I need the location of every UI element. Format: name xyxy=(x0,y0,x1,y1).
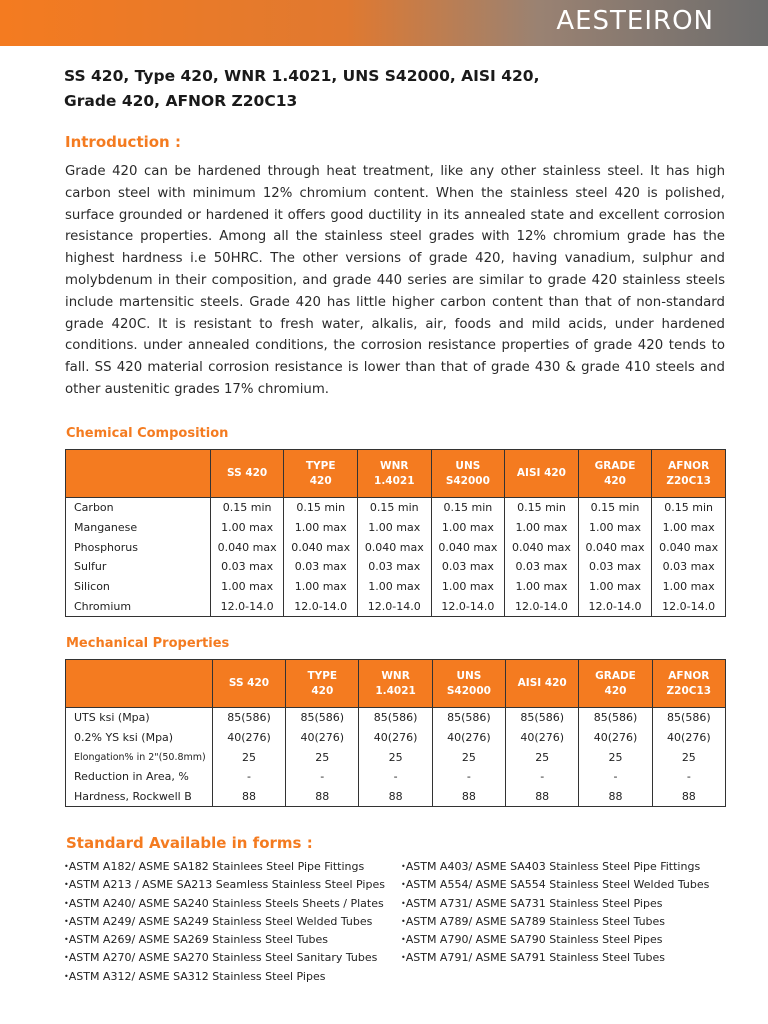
table-cell: 0.040 max xyxy=(358,537,432,557)
table-cell: 1.00 max xyxy=(652,577,726,597)
column-header-line1: TYPE xyxy=(307,669,338,682)
forms-list-left xyxy=(64,858,385,986)
chemical-heading: Chemical Composition xyxy=(66,426,229,441)
row-label: Reduction in Area, % xyxy=(66,767,213,787)
table-cell: 1.00 max xyxy=(505,518,579,538)
table-cell: 0.03 max xyxy=(652,557,726,577)
table-cell: 40(276) xyxy=(579,728,652,748)
table-cell: 1.00 max xyxy=(431,577,505,597)
column-header-line1: AFNOR xyxy=(668,459,710,472)
table-row xyxy=(66,747,726,767)
table-cell: 0.15 min xyxy=(431,498,505,518)
list-item: • ASTM A789/ ASME SA789 Stainless Steel Tubes xyxy=(401,913,709,931)
table-header-row xyxy=(66,450,726,498)
table-cell: 0.03 max xyxy=(358,557,432,577)
forms-list-right xyxy=(401,858,709,968)
column-header xyxy=(579,660,652,708)
table-cell: 25 xyxy=(506,747,579,767)
table-row xyxy=(66,767,726,787)
table-cell: 1.00 max xyxy=(358,518,432,538)
table-cell: 0.03 max xyxy=(431,557,505,577)
table-cell: - xyxy=(579,767,652,787)
column-header-line1: GRADE xyxy=(595,669,636,682)
table-cell: 1.00 max xyxy=(505,577,579,597)
table-row xyxy=(66,728,726,748)
brand-logo: AESTEIRON xyxy=(556,6,714,36)
table-cell: 0.040 max xyxy=(431,537,505,557)
table-cell: 0.03 max xyxy=(210,557,284,577)
table-cell: - xyxy=(286,767,359,787)
table-cell: 85(586) xyxy=(652,708,725,728)
table-cell: 1.00 max xyxy=(431,518,505,538)
header-bar xyxy=(0,0,768,46)
table-cell: 85(586) xyxy=(579,708,652,728)
mechanical-heading: Mechanical Properties xyxy=(66,636,230,651)
table-header-row xyxy=(66,660,726,708)
column-header-line1: UNS xyxy=(456,669,482,682)
table-cell: 1.00 max xyxy=(284,518,358,538)
mechanical-properties-table xyxy=(65,659,726,807)
column-header-line2: 1.4021 xyxy=(374,474,415,487)
table-cell: 0.040 max xyxy=(210,537,284,557)
column-header xyxy=(431,450,505,498)
row-label: Silicon xyxy=(66,577,211,597)
header-blank-cell xyxy=(66,660,213,708)
table-cell: 88 xyxy=(359,787,432,807)
table-cell: 25 xyxy=(432,747,505,767)
row-label: Sulfur xyxy=(66,557,211,577)
column-header xyxy=(506,660,579,708)
list-item: • ASTM A269/ ASME SA269 Stainless Steel Tubes xyxy=(64,931,385,949)
table-cell: 40(276) xyxy=(506,728,579,748)
table-cell: 40(276) xyxy=(432,728,505,748)
table-cell: 12.0-14.0 xyxy=(284,596,358,616)
table-row xyxy=(66,787,726,807)
column-header xyxy=(505,450,579,498)
list-item: • ASTM A249/ ASME SA249 Stainless Steel Welded Tubes xyxy=(64,913,385,931)
column-header-line1: WNR xyxy=(381,669,410,682)
table-cell: 1.00 max xyxy=(358,577,432,597)
column-header-line1: AISI 420 xyxy=(516,467,566,479)
row-label: Carbon xyxy=(66,498,211,518)
table-row xyxy=(66,518,726,538)
table-cell: 0.15 min xyxy=(358,498,432,518)
list-item: • ASTM A403/ ASME SA403 Stainless Steel Pipe Fittings xyxy=(401,858,709,876)
table-cell: - xyxy=(652,767,725,787)
table-cell: 88 xyxy=(212,787,285,807)
table-cell: 40(276) xyxy=(359,728,432,748)
table-cell: 0.15 min xyxy=(284,498,358,518)
column-header-line2: Z20C13 xyxy=(666,474,711,487)
table-cell: 40(276) xyxy=(212,728,285,748)
row-label: Chromium xyxy=(66,596,211,616)
column-header xyxy=(284,450,358,498)
table-row xyxy=(66,557,726,577)
list-item: • ASTM A270/ ASME SA270 Stainless Steel Sanitary Tubes xyxy=(64,949,385,967)
table-cell: 25 xyxy=(286,747,359,767)
table-cell: 1.00 max xyxy=(652,518,726,538)
column-header xyxy=(652,450,726,498)
column-header-line1: SS 420 xyxy=(228,677,270,689)
intro-paragraph: Grade 420 can be hardened through heat treatment, like any other stainless steel. It has high carbon steel with minimum 12% chromium content. When the stainless steel 420 is polished, surface grounded or hardened it offers good ductility in its annealed state and excellent corrosion resistance properties. Among all the stainless steel grades with 12% chromium grade has the highest hardness i.e 50HRC. The other versions of grade 420, having vanadium, sulphur and molybdenum in their composition, and grade 440 series are similar to grade 420 stainless steels include martensitic steels. Grade 420 has little higher carbon content than that of non-standard grade 420C. It is resistant to fresh water, alkalis, air, foods and mild acids, under hardened conditions. under annealed conditions, the corrosion resistance properties of grade 420 tends to fall. SS 420 material corrosion resistance is lower than that of grade 430 & grade 410 steels and other austenitic grades 17% chromium. xyxy=(65,164,725,397)
table-cell: 1.00 max xyxy=(210,518,284,538)
table-cell: 1.00 max xyxy=(284,577,358,597)
table-cell: 85(586) xyxy=(286,708,359,728)
table-cell: - xyxy=(212,767,285,787)
column-header-line2: S42000 xyxy=(446,684,491,697)
table-cell: 1.00 max xyxy=(578,577,652,597)
table-cell: 12.0-14.0 xyxy=(578,596,652,616)
table-cell: 25 xyxy=(652,747,725,767)
row-label: Manganese xyxy=(66,518,211,538)
table-cell: 12.0-14.0 xyxy=(210,596,284,616)
table-cell: - xyxy=(359,767,432,787)
column-header-line1: GRADE xyxy=(594,459,636,472)
table-cell: - xyxy=(432,767,505,787)
intro-heading: Introduction : xyxy=(65,133,181,151)
column-header xyxy=(358,450,432,498)
title-line-2: Grade 420, AFNOR Z20C13 xyxy=(64,92,298,110)
column-header-line1: TYPE xyxy=(305,459,336,472)
column-header xyxy=(578,450,652,498)
table-cell: 85(586) xyxy=(432,708,505,728)
column-header xyxy=(359,660,432,708)
table-cell: 40(276) xyxy=(286,728,359,748)
chemical-composition-table xyxy=(65,449,726,617)
table-cell: 0.03 max xyxy=(578,557,652,577)
table-cell: 85(586) xyxy=(359,708,432,728)
table-cell: 12.0-14.0 xyxy=(358,596,432,616)
table-cell: - xyxy=(506,767,579,787)
table-cell: 0.15 min xyxy=(505,498,579,518)
list-item: • ASTM A790/ ASME SA790 Stainless Steel Pipes xyxy=(401,931,709,949)
column-header-line1: UNS xyxy=(455,459,481,472)
table-cell: 88 xyxy=(579,787,652,807)
column-header-line1: AISI 420 xyxy=(517,677,567,689)
table-row xyxy=(66,498,726,518)
table-row xyxy=(66,577,726,597)
table-cell: 0.040 max xyxy=(505,537,579,557)
list-item: • ASTM A213 / ASME SA213 Seamless Stainless Steel Pipes xyxy=(64,876,385,894)
table-cell: 88 xyxy=(432,787,505,807)
column-header xyxy=(286,660,359,708)
table-cell: 88 xyxy=(506,787,579,807)
table-cell: 25 xyxy=(359,747,432,767)
table-cell: 25 xyxy=(579,747,652,767)
table-row xyxy=(66,708,726,728)
forms-heading: Standard Available in forms : xyxy=(66,834,313,852)
column-header-line2: 1.4021 xyxy=(375,684,416,697)
row-label: Elongation% in 2"(50.8mm) xyxy=(66,747,213,767)
column-header-line1: AFNOR xyxy=(668,669,710,682)
table-cell: 88 xyxy=(652,787,725,807)
column-header-line1: SS 420 xyxy=(227,467,268,479)
table-cell: 0.040 max xyxy=(578,537,652,557)
row-label: 0.2% YS ksi (Mpa) xyxy=(66,728,213,748)
table-cell: 0.03 max xyxy=(284,557,358,577)
table-cell: 0.040 max xyxy=(652,537,726,557)
table-row xyxy=(66,596,726,616)
list-item: • ASTM A791/ ASME SA791 Stainless Steel Tubes xyxy=(401,949,709,967)
row-label: Phosphorus xyxy=(66,537,211,557)
page-title xyxy=(64,64,714,114)
table-cell: 40(276) xyxy=(652,728,725,748)
column-header-line2: S42000 xyxy=(445,474,490,487)
table-cell: 0.03 max xyxy=(505,557,579,577)
table-cell: 12.0-14.0 xyxy=(505,596,579,616)
table-cell: 0.15 min xyxy=(578,498,652,518)
column-header-line2: 420 xyxy=(604,474,626,487)
header-blank-cell xyxy=(66,450,211,498)
list-item: • ASTM A240/ ASME SA240 Stainless Steels Sheets / Plates xyxy=(64,895,385,913)
list-item: • ASTM A312/ ASME SA312 Stainless Steel Pipes xyxy=(64,968,385,986)
title-line-1: SS 420, Type 420, WNR 1.4021, UNS S42000, AISI 420, xyxy=(64,67,540,85)
row-label: UTS ksi (Mpa) xyxy=(66,708,213,728)
table-row xyxy=(66,537,726,557)
table-cell: 85(586) xyxy=(212,708,285,728)
table-cell: 0.15 min xyxy=(210,498,284,518)
table-cell: 0.040 max xyxy=(284,537,358,557)
row-label: Hardness, Rockwell B xyxy=(66,787,213,807)
column-header xyxy=(652,660,725,708)
table-cell: 0.15 min xyxy=(652,498,726,518)
list-item: • ASTM A731/ ASME SA731 Stainless Steel Pipes xyxy=(401,895,709,913)
column-header-line2: 420 xyxy=(604,684,627,697)
column-header-line2: 420 xyxy=(311,684,334,697)
table-cell: 12.0-14.0 xyxy=(652,596,726,616)
table-cell: 1.00 max xyxy=(210,577,284,597)
table-cell: 85(586) xyxy=(506,708,579,728)
table-cell: 25 xyxy=(212,747,285,767)
column-header xyxy=(210,450,284,498)
table-cell: 1.00 max xyxy=(578,518,652,538)
column-header xyxy=(432,660,505,708)
column-header-line1: WNR xyxy=(380,459,409,472)
column-header xyxy=(212,660,285,708)
list-item: • ASTM A554/ ASME SA554 Stainless Steel Welded Tubes xyxy=(401,876,709,894)
column-header-line2: Z20C13 xyxy=(666,684,712,697)
table-cell: 88 xyxy=(286,787,359,807)
list-item: • ASTM A182/ ASME SA182 Stainlees Steel Pipe Fittings xyxy=(64,858,385,876)
table-cell: 12.0-14.0 xyxy=(431,596,505,616)
column-header-line2: 420 xyxy=(309,474,332,487)
